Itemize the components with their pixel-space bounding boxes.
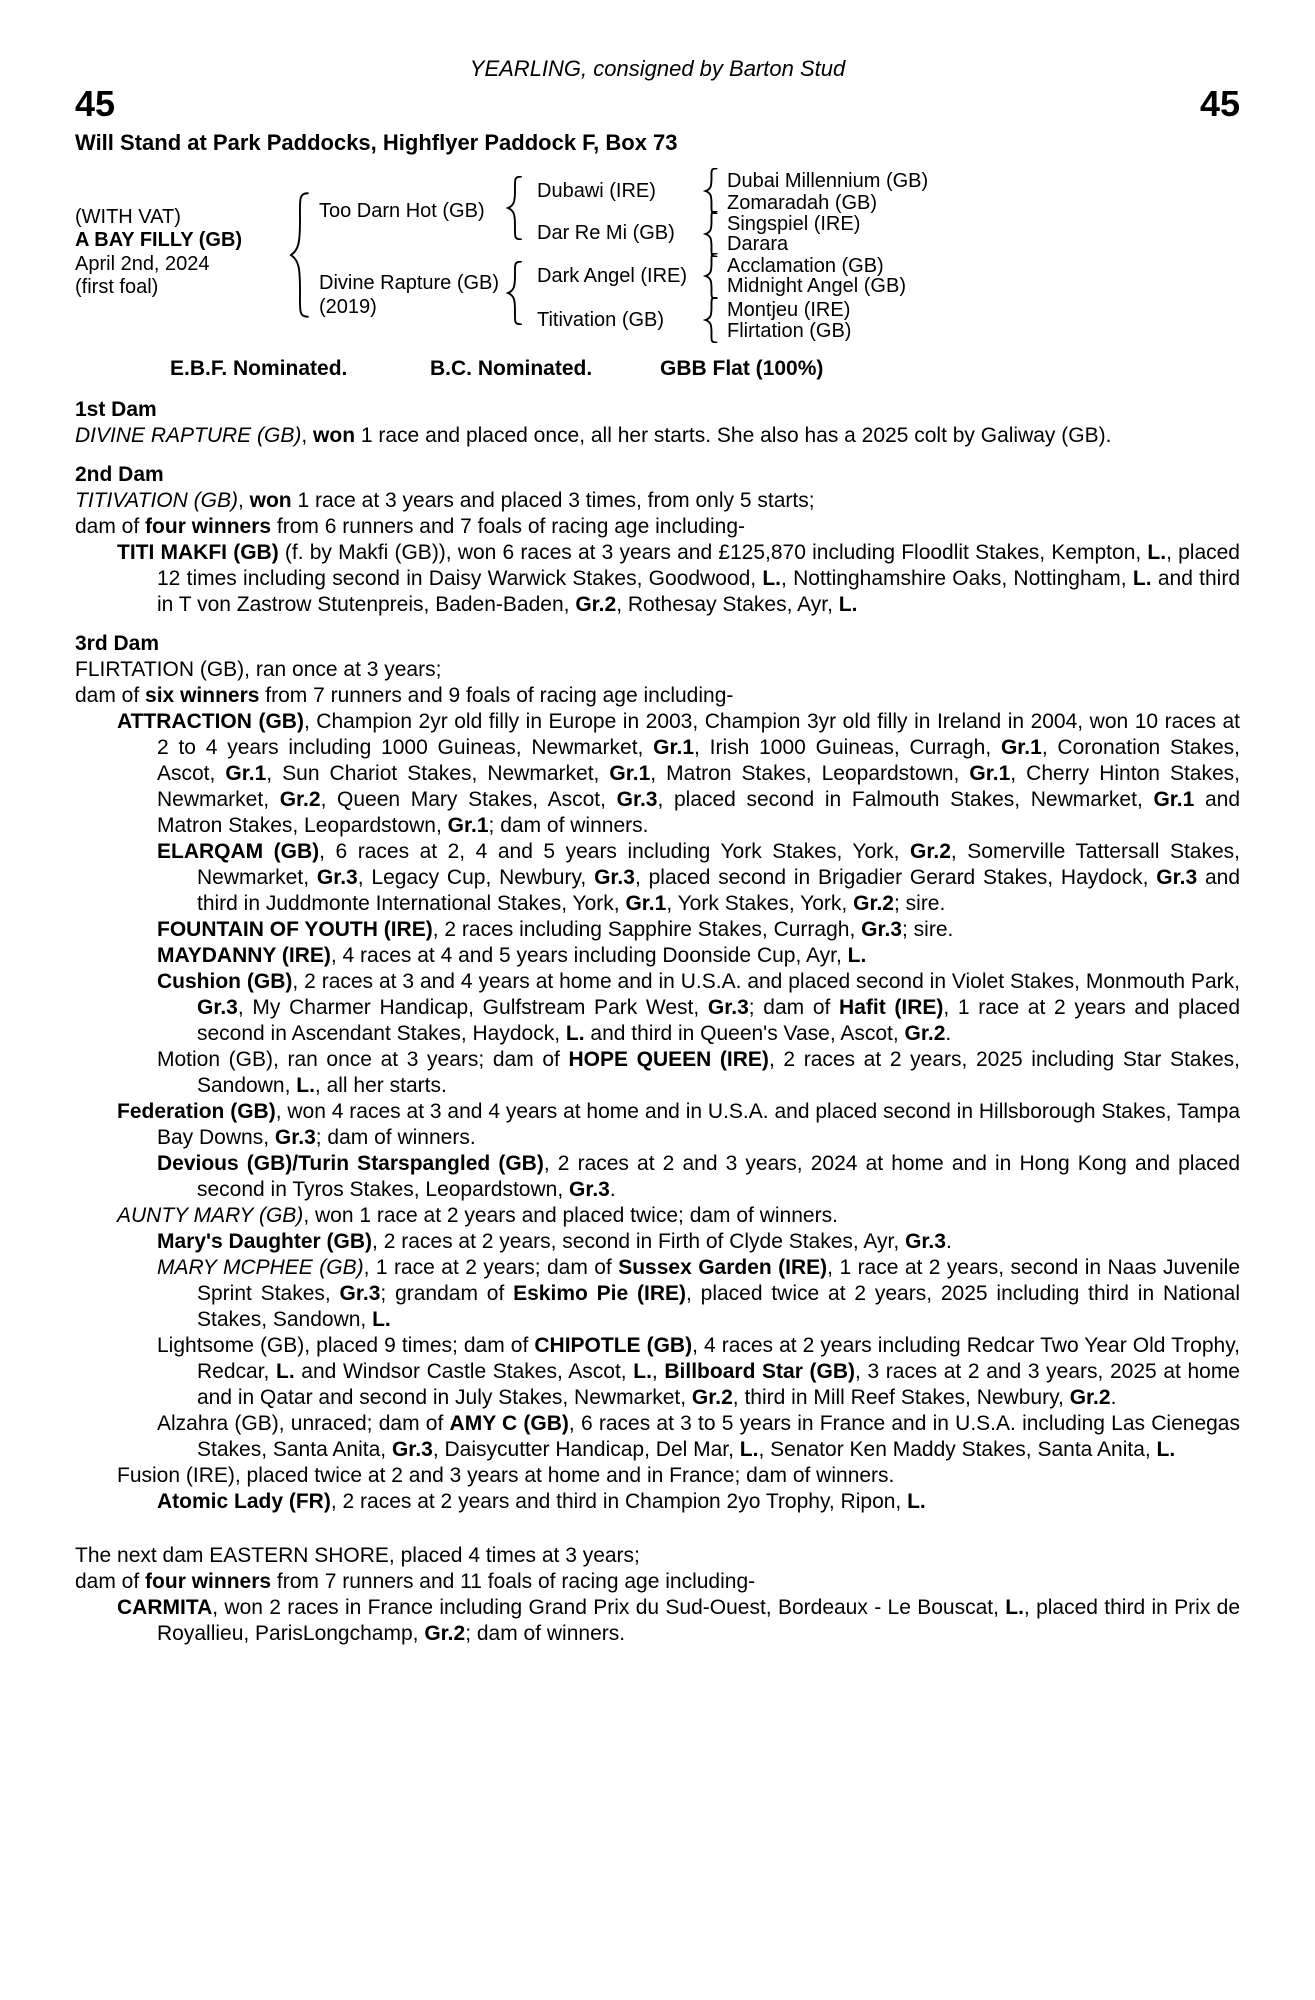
pedigree-paragraph: TITIVATION (GB), won 1 race at 3 years and placed 3 times, from only 5 starts;	[75, 489, 815, 512]
pedigree-paragraph: FLIRTATION (GB), ran once at 3 years;	[75, 658, 442, 681]
lot-number-row	[75, 84, 1240, 126]
pedigree-paragraph: Mary's Daughter (GB), 2 races at 2 years, second in Firth of Clyde Stakes, Ayr, Gr.3.	[157, 1230, 952, 1253]
pedigree-brace-gen4-2	[703, 211, 720, 257]
pedigree-paragraph: Cushion (GB), 2 races at 3 and 4 years at home and in U.S.A. and placed second in Violet Stakes, Monmouth Park, Gr.3, My Charmer Handicap, Gulfstream Park West, Gr.3; dam of Hafit (IRE), 1 race at 2 years and placed second in Ascendant Stakes, Haydock, L. and third in Queen's Vase, Ascot, Gr.2.	[157, 970, 1241, 1045]
foal-note: (first foal)	[75, 276, 159, 298]
dam-sire-dam-name: Midnight Angel (GB)	[727, 275, 906, 297]
pedigree-paragraph: CARMITA, won 2 races in France including Grand Prix du Sud-Ouest, Bordeaux - Le Bouscat, L., placed third in Prix de Royallieu, ParisLongchamp, Gr.2; dam of winners.	[117, 1596, 1241, 1645]
pedigree-paragraph: ATTRACTION (GB), Champion 2yr old filly in Europe in 2003, Champion 3yr old filly in Ireland in 2004, won 10 races at 2 to 4 years including 1000 Guineas, Newmarket, Gr.1, Irish 1000 Guineas, Curragh, Gr.1, Coronation Stakes, Ascot, Gr.1, Sun Chariot Stakes, Newmarket, Gr.1, Matron Stakes, Leopardstown, Gr.1, Cherry Hinton Stakes, Newmarket, Gr.2, Queen Mary Stakes, Ascot, Gr.3, placed second in Falmouth Stakes, Newmarket, Gr.1 and Matron Stakes, Leopardstown, Gr.1; dam of winners.	[117, 710, 1241, 837]
pedigree-paragraph: dam of six winners from 7 runners and 9 foals of racing age including-	[75, 684, 734, 707]
lot-number-left: 45	[75, 83, 116, 124]
foaling-date: April 2nd, 2024	[75, 253, 210, 275]
dam-sire-name: Dark Angel (IRE)	[537, 265, 688, 287]
pedigree-paragraph: DIVINE RAPTURE (GB), won 1 race and placed once, all her starts. She also has a 2025 colt by Galiway (GB).	[75, 424, 1112, 447]
pedigree-paragraph: MAYDANNY (IRE), 4 races at 4 and 5 years including Doonside Cup, Ayr, L.	[157, 944, 867, 967]
lot-number-right: 45	[1199, 83, 1240, 124]
pedigree-paragraph: The next dam EASTERN SHORE, placed 4 times at 3 years;	[75, 1544, 640, 1567]
pedigree-paragraph: Federation (GB), won 4 races at 3 and 4 years at home and in U.S.A. and placed second in Hillsborough Stakes, Tampa Bay Downs, Gr.3; dam of winners.	[117, 1100, 1240, 1149]
dam-section-heading: 3rd Dam	[75, 632, 160, 655]
pedigree-brace-gen4-4	[703, 297, 720, 343]
pedigree-paragraph: Devious (GB)/Turin Starspangled (GB), 2 races at 2 and 3 years, 2024 at home and in Hong Kong and placed second in Tyros Stakes, Leopardstown, Gr.3.	[157, 1152, 1241, 1201]
pedigree-paragraph: Lightsome (GB), placed 9 times; dam of CHIPOTLE (GB), 4 races at 2 years including Redcar Two Year Old Trophy, Redcar, L. and Windsor Castle Stakes, Ascot, L., Billboard Star (GB), 3 races at 2 and 3 years, 2025 at home and in Qatar and second in July Stakes, Newmarket, Gr.2, third in Mill Reef Stakes, Newbury, Gr.2.	[157, 1334, 1240, 1409]
pedigree-paragraph: dam of four winners from 6 runners and 7 foals of racing age including-	[75, 515, 745, 538]
sire-sire-sire-name: Dubai Millennium (GB)	[727, 170, 929, 192]
dam-sire-sire-name: Acclamation (GB)	[727, 255, 884, 277]
dam-section	[75, 631, 1240, 1515]
dam-section-heading: 1st Dam	[75, 398, 157, 421]
pedigree-paragraph: Motion (GB), ran once at 3 years; dam of HOPE QUEEN (IRE), 2 races at 2 years, 2025 including Star Stakes, Sandown, L., all her starts.	[157, 1048, 1240, 1097]
horse-name: A BAY FILLY (GB)	[75, 229, 243, 251]
sire-sire-dam-name: Zomaradah (GB)	[727, 192, 878, 214]
sire-name: Too Darn Hot (GB)	[319, 200, 485, 222]
dam-year: (2019)	[319, 296, 377, 318]
dam-dam-sire-name: Montjeu (IRE)	[727, 299, 851, 321]
pedigree-paragraph: Alzahra (GB), unraced; dam of AMY C (GB), 6 races at 3 to 5 years in France and in U.S.A. including Las Cienegas Stakes, Santa Anita, Gr.3, Daisycutter Handicap, Del Mar, L., Senator Ken Maddy Stakes, Santa Anita, L.	[157, 1412, 1240, 1461]
pedigree-brace-main	[287, 192, 313, 318]
pedigree-paragraph: FOUNTAIN OF YOUTH (IRE), 2 races including Sapphire Stakes, Curragh, Gr.3; sire.	[157, 918, 954, 941]
sire-dam-name: Dar Re Mi (GB)	[537, 222, 675, 244]
vat-note: (WITH VAT)	[75, 206, 181, 228]
catalogue-body	[75, 397, 1240, 1647]
stand-location-line: Will Stand at Park Paddocks, Highflyer Paddock F, Box 73	[75, 130, 678, 155]
nominations-row	[75, 356, 1240, 384]
pedigree-brace-gen4-1	[703, 168, 720, 214]
bc-nomination: B.C. Nominated.	[430, 357, 593, 380]
gbb-nomination: GBB Flat (100%)	[660, 357, 824, 380]
pedigree-brace-sire	[505, 176, 525, 240]
pedigree-brace-gen4-3	[703, 253, 720, 299]
pedigree-paragraph: dam of four winners from 7 runners and 11 foals of racing age including-	[75, 1570, 756, 1593]
sire-dam-dam-name: Darara	[727, 233, 789, 255]
pedigree-paragraph: ELARQAM (GB), 6 races at 2, 4 and 5 years including York Stakes, York, Gr.2, Somerville Tattersall Stakes, Newmarket, Gr.3, Legacy Cup, Newbury, Gr.3, placed second in Brigadier Gerard Stakes, Haydock, Gr.3 and third in Juddmonte International Stakes, York, Gr.1, York Stakes, York, Gr.2; sire.	[157, 840, 1241, 915]
dam-name: Divine Rapture (GB)	[319, 272, 500, 294]
pedigree-brace-dam	[505, 261, 525, 325]
page-title: YEARLING, consigned by Barton Stud	[469, 56, 846, 81]
ebf-nomination: E.B.F. Nominated.	[170, 357, 348, 380]
sire-sire-name: Dubawi (IRE)	[537, 180, 656, 202]
pedigree-paragraph: Atomic Lady (FR), 2 races at 2 years and third in Champion 2yo Trophy, Ripon, L.	[157, 1490, 926, 1513]
sire-dam-sire-name: Singspiel (IRE)	[727, 213, 861, 235]
pedigree-paragraph: Fusion (IRE), placed twice at 2 and 3 years at home and in France; dam of winners.	[117, 1464, 895, 1487]
pedigree-tree	[75, 162, 1240, 354]
dam-section	[75, 462, 1240, 618]
dam-section-heading: 2nd Dam	[75, 463, 164, 486]
pedigree-paragraph: TITI MAKFI (GB) (f. by Makfi (GB)), won 6 races at 3 years and £125,870 including Floodlit Stakes, Kempton, L., placed 12 times including second in Daisy Warwick Stakes, Goodwood, L., Nottinghamshire Oaks, Nottingham, L. and third in T von Zastrow Stutenpreis, Baden-Baden, Gr.2, Rothesay Stakes, Ayr, L.	[117, 541, 1240, 616]
dam-section	[75, 397, 1240, 449]
dam-section	[75, 1543, 1240, 1647]
dam-dam-name: Titivation (GB)	[537, 309, 665, 331]
dam-dam-dam-name: Flirtation (GB)	[727, 320, 852, 342]
pedigree-paragraph: MARY MCPHEE (GB), 1 race at 2 years; dam of Sussex Garden (IRE), 1 race at 2 years, second in Naas Juvenile Sprint Stakes, Gr.3; grandam of Eskimo Pie (IRE), placed twice at 2 years, 2025 including third in National Stakes, Sandown, L.	[157, 1256, 1241, 1331]
pedigree-paragraph: AUNTY MARY (GB), won 1 race at 2 years and placed twice; dam of winners.	[117, 1204, 838, 1227]
